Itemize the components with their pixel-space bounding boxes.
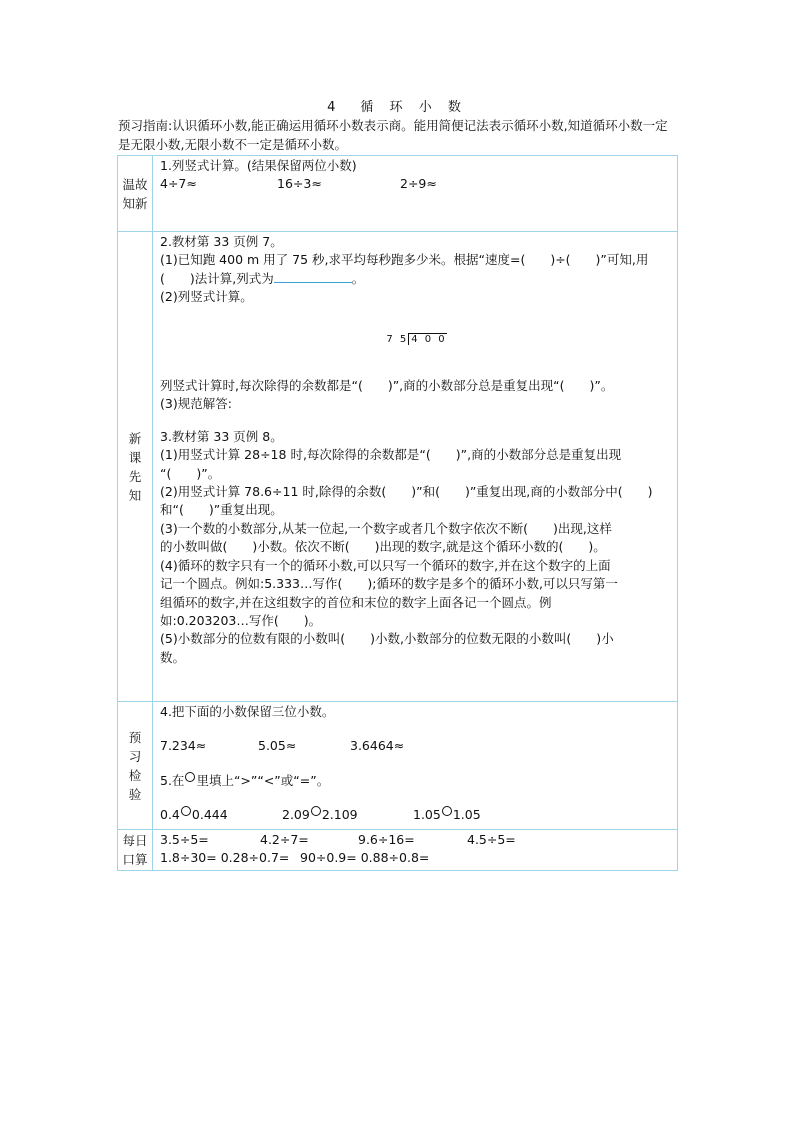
- q4-item: 5.05≈: [258, 738, 297, 754]
- new-lesson-label: [118, 232, 153, 702]
- check-row: [118, 702, 678, 830]
- q3-2a: (2)用竖式计算 78.6÷11 时,除得的余数( )”和( )”重复出现,商的小数部分中( ): [160, 484, 653, 500]
- q2-3: (3)规范解答:: [160, 396, 232, 412]
- q2-1c-text: 。: [351, 270, 365, 286]
- q3-5b: 数。: [160, 649, 186, 665]
- daily-item: 9.6÷16=: [358, 832, 415, 847]
- q1-item: 16÷3≈: [277, 176, 322, 192]
- daily-row2: [160, 849, 673, 867]
- q1-item: 4÷7≈: [160, 176, 197, 192]
- q5-text-a: 5.在: [160, 772, 185, 788]
- answer-blank[interactable]: [274, 270, 352, 283]
- q2-title: 2.教材第 33 页例 7。: [160, 234, 283, 249]
- q5-left: 1.05: [413, 807, 441, 823]
- q4-item: 7.234≈: [160, 738, 207, 754]
- new-lesson-content: [153, 232, 678, 702]
- daily-row1: [160, 831, 673, 849]
- circle-icon: [185, 772, 195, 782]
- review-label: [118, 156, 153, 232]
- review-row: [118, 156, 678, 232]
- review-content: [153, 156, 678, 232]
- q5-text: [160, 772, 673, 790]
- q3-5a: (5)小数部分的位数有限的小数叫( )小数,小数部分的位数无限的小数叫( )小: [160, 631, 614, 647]
- q2-1b: [160, 270, 673, 288]
- q3-4b: 记一个圆点。例如:5.333…写作( );循环的数字是多个的循环小数,可以只写第一: [160, 576, 618, 592]
- q5-right: 0.444: [191, 807, 228, 823]
- q3-4d: 如:0.203203…写作( )。: [160, 612, 322, 628]
- q4-item: 3.6464≈: [350, 738, 405, 754]
- check-content: [153, 702, 678, 830]
- q3-1a: (1)用竖式计算 28÷18 时,每次除得的余数都是“( )”,商的小数部分总是重复出现: [160, 447, 622, 463]
- daily-row: [118, 830, 678, 871]
- daily-label-text: 每日口算: [122, 832, 148, 867]
- q5-item: [413, 807, 481, 822]
- q1-items: [160, 175, 673, 193]
- long-division: [160, 331, 673, 349]
- q2-1b-text: ( )法计算,列式为: [160, 270, 274, 286]
- q5-right: 1.05: [452, 807, 481, 823]
- daily-item: 3.5÷5=: [160, 832, 209, 847]
- q5-left: 2.09: [282, 807, 310, 823]
- page-title: 4 循 环 小 数: [327, 100, 467, 115]
- q4-items: [160, 737, 673, 755]
- q4-text: 4.把下面的小数保留三位小数。: [160, 704, 335, 719]
- q5-items: [160, 806, 673, 824]
- q5-left: 0.4: [160, 807, 180, 823]
- q3-title: 3.教材第 33 页例 8。: [160, 428, 283, 444]
- worksheet-table: [117, 155, 678, 871]
- q5-item: [282, 806, 413, 824]
- q1-item: 2÷9≈: [400, 176, 437, 192]
- daily-item: 1.8÷30= 0.28÷0.7=: [160, 850, 290, 866]
- new-lesson-row: [118, 232, 678, 702]
- compare-circle-icon[interactable]: [181, 806, 191, 816]
- q5-text-b: 里填上“>”“<”或“=”。: [196, 772, 330, 788]
- dividend: 4 0 0: [408, 333, 446, 345]
- q3-3a: (3)一个数的小数部分,从某一位起,一个数字或者几个数字依次不断( )出现,这样: [160, 520, 612, 536]
- q2-2: (2)列竖式计算。: [160, 289, 253, 305]
- compare-circle-icon[interactable]: [311, 806, 321, 816]
- q3-2b: 和“( )”重复出现。: [160, 502, 283, 518]
- q3-4a: (4)循环的数字只有一个的循环小数,可以只写一个循环的数字,并在这个数字的上面: [160, 557, 611, 573]
- q5-right: 2.109: [321, 807, 358, 823]
- q3-4c: 组循环的数字,并在这组数字的首位和末位的数字上面各记一个圆点。例: [160, 594, 552, 610]
- q1-text: 1.列竖式计算。(结果保留两位小数): [160, 158, 357, 173]
- check-label: [118, 702, 153, 830]
- daily-item: 4.2÷7=: [260, 832, 309, 847]
- q5-item: [160, 806, 282, 824]
- q3-3b: 的小数叫做( )小数。依次不断( )出现的数字,就是这个循环小数的( )。: [160, 539, 606, 555]
- review-label-text: 温故知新: [122, 176, 148, 211]
- daily-item: 4.5÷5=: [467, 832, 516, 847]
- daily-item: 90÷0.9= 0.88÷0.8=: [300, 850, 430, 866]
- divisor: 7 5: [386, 333, 409, 345]
- daily-content: [153, 830, 678, 871]
- q3-1b: “( )”。: [160, 465, 221, 481]
- preview-guide: 预习指南:认识循环小数,能正确运用循环小数表示商。能用简便记法表示循环小数,知道循环小数一定是无限小数,无限小数不一定是循环小数。: [118, 118, 668, 152]
- compare-circle-icon[interactable]: [442, 806, 452, 816]
- check-label-text: 预习检验: [128, 729, 142, 802]
- new-lesson-label-text: 新课先知: [128, 430, 142, 503]
- q2-1a: (1)已知跑 400 m 用了 75 秒,求平均每秒跑多少米。根据“速度=( )÷( )”可知,用: [160, 252, 649, 268]
- q2-note: 列竖式计算时,每次除得的余数都是“( )”,商的小数部分总是重复出现“( )”。: [160, 378, 614, 394]
- daily-label: [118, 830, 153, 871]
